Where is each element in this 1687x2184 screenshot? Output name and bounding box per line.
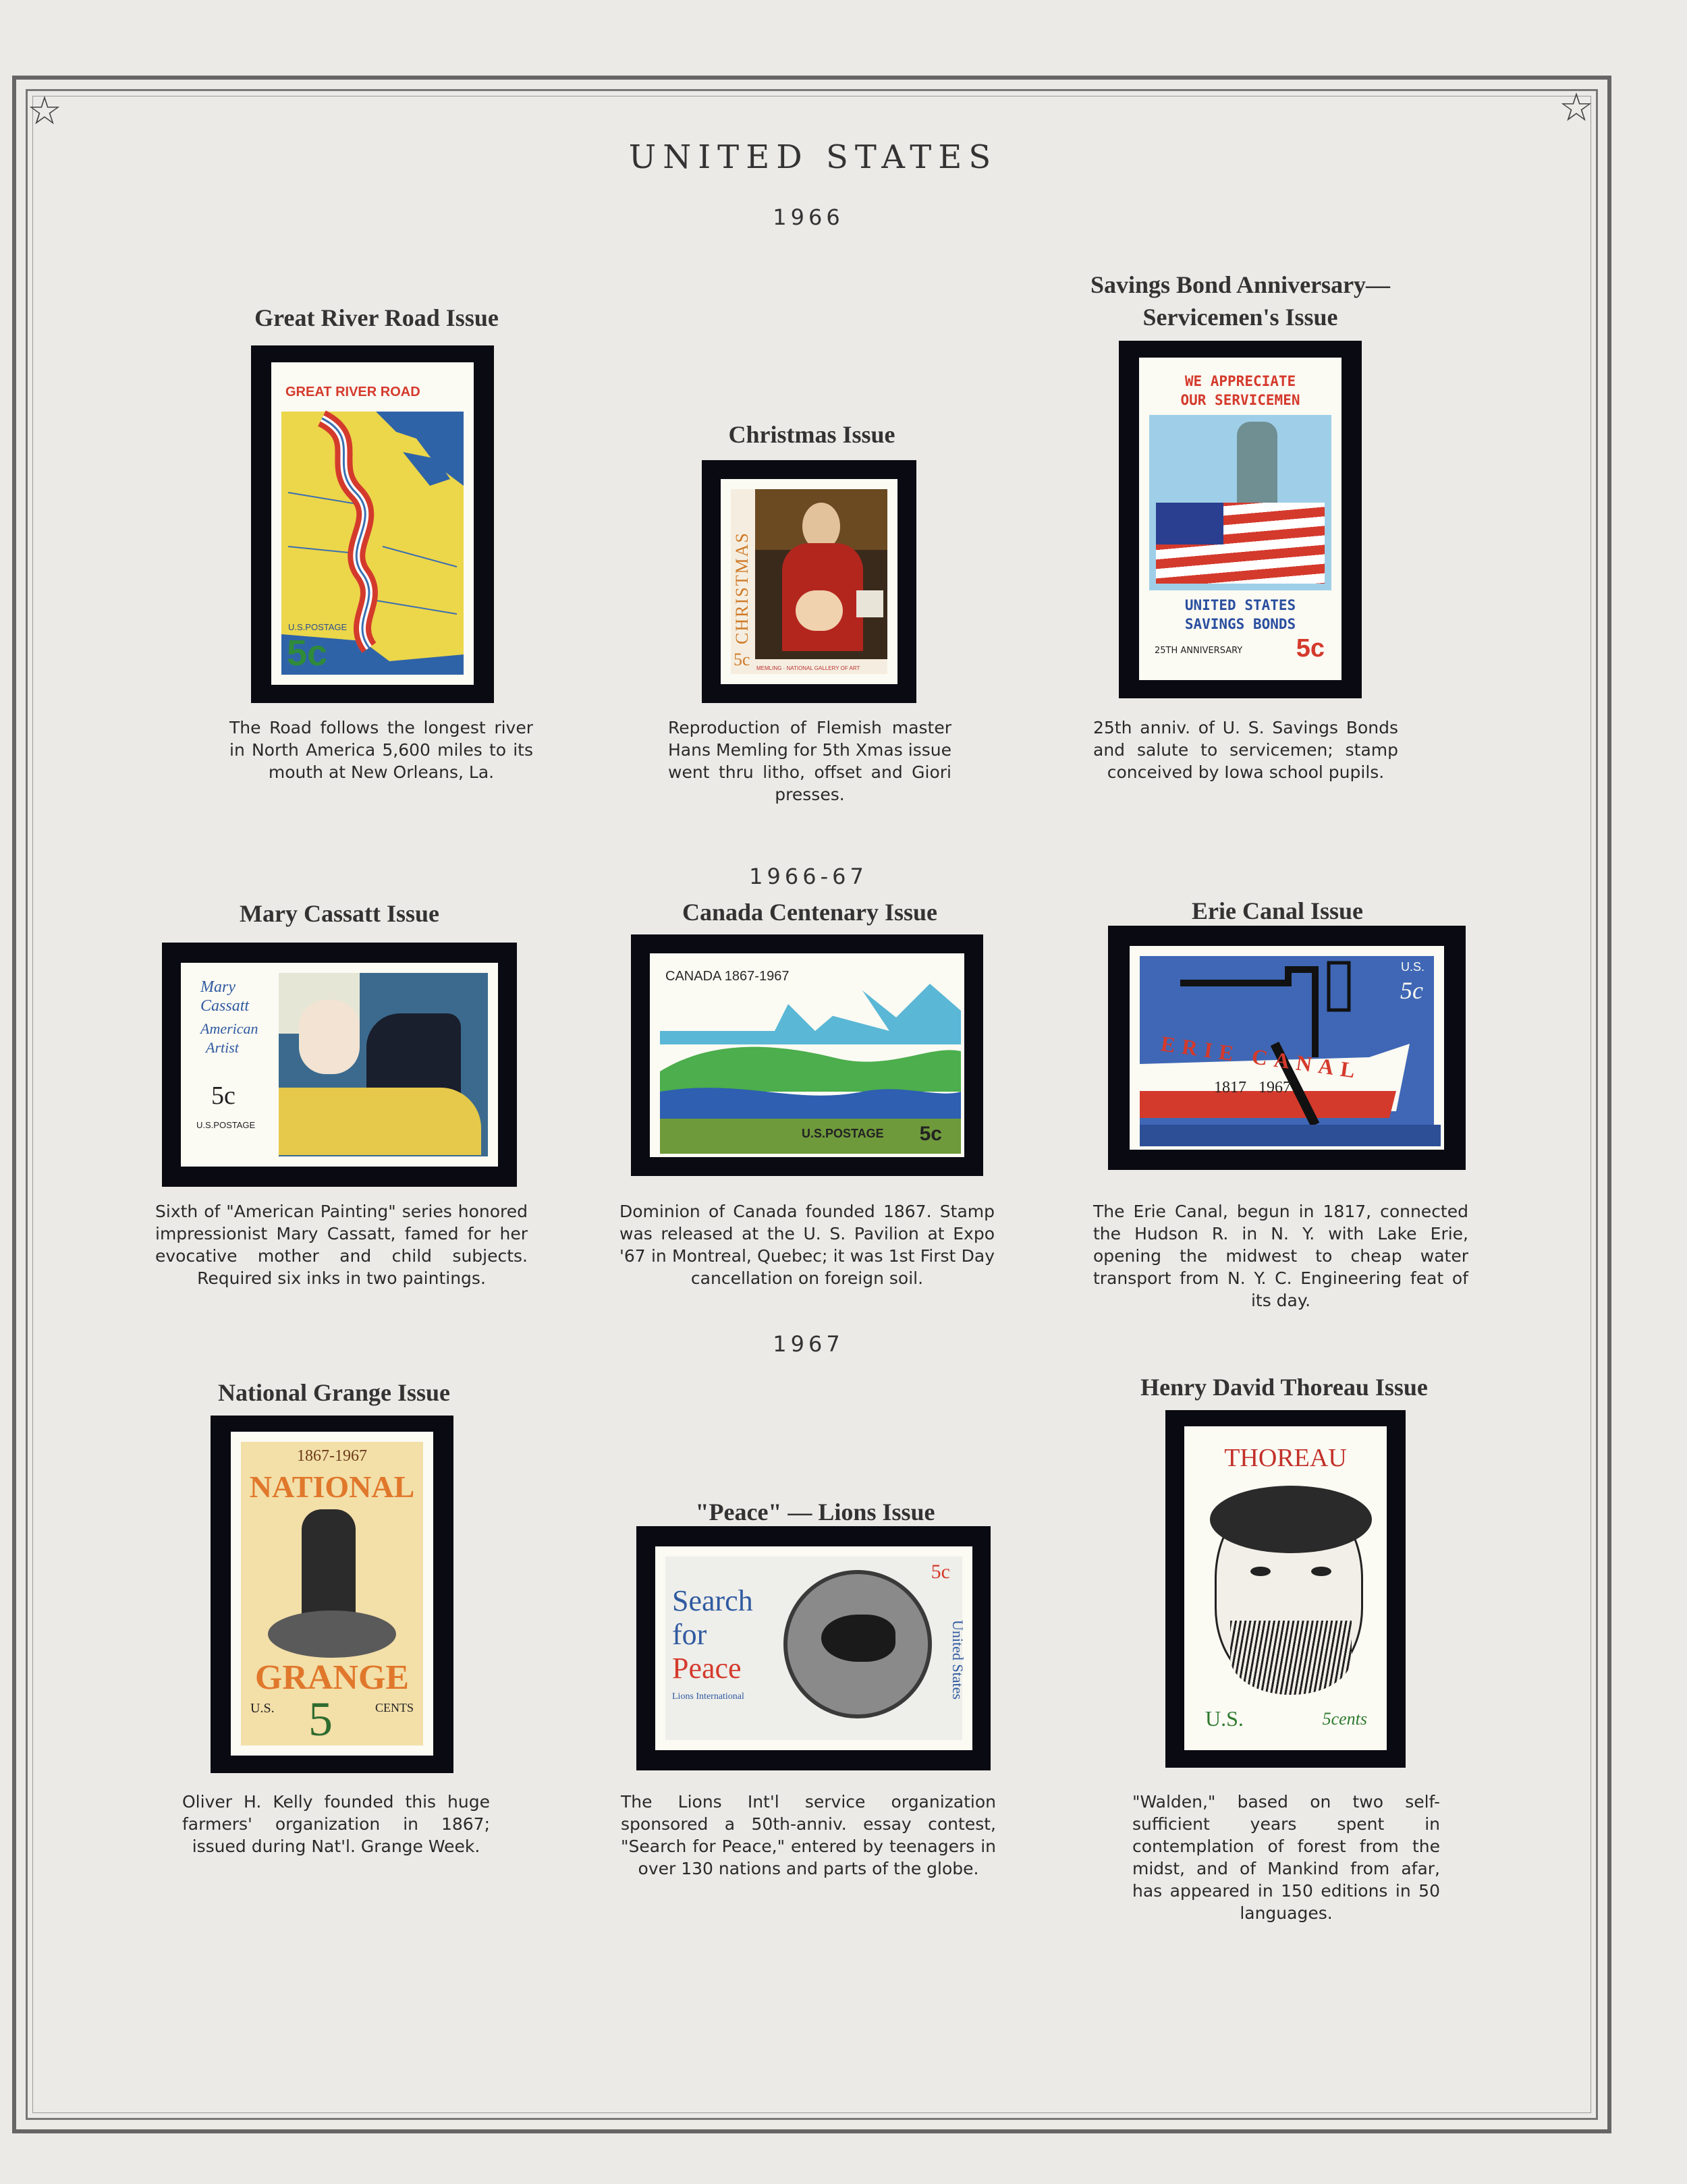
thoreau-portrait	[1215, 1490, 1363, 1686]
cassatt-label-line4: Artist	[206, 1039, 239, 1056]
savings-stamp[interactable]	[1139, 358, 1342, 680]
grange-stamp[interactable]	[231, 1432, 433, 1756]
canada-title: Canada Centenary Issue	[682, 899, 938, 926]
cassatt-title: Mary Cassatt Issue	[240, 900, 439, 927]
erie-name: ERIE CANAL	[1159, 1031, 1364, 1084]
cassatt-description: Sixth of "American Painting" series honored impressionist Mary Cassatt, famed for her evocative mother and child subjects. Required six inks in two paintings.	[155, 1202, 528, 1288]
christmas-stamp-label: CHRISTMAS	[732, 532, 752, 644]
grange-description: Oliver H. Kelly founded this huge farmers' organization in 1867; issued during Nat'l. Grange Week.	[182, 1792, 490, 1856]
erie-mount	[1108, 926, 1466, 1170]
cassatt-label-line1: Mary	[200, 978, 236, 996]
lions-org: Lions International	[672, 1691, 744, 1702]
lions-title: "Peace" — Lions Issue	[695, 1499, 935, 1525]
thoreau-description: "Walden," based on two self-sufficient years spent in contemplation of forest from the midst, and of Mankind from afar, has appeared in 150 editions in 50 languages.	[1132, 1792, 1440, 1923]
page-title: UNITED STATES	[628, 138, 998, 176]
year-heading-1967: 1967	[773, 1331, 844, 1357]
canada-mount	[631, 934, 983, 1176]
great-river-mount	[251, 345, 494, 703]
lions-line-peace: Peace	[672, 1652, 742, 1685]
savings-title-line2: Servicemen's Issue	[1142, 304, 1338, 331]
savings-anniversary: 25TH ANNIVERSARY	[1155, 646, 1243, 656]
year-heading-1966-67: 1966-67	[749, 864, 868, 889]
cassatt-value: 5c	[211, 1082, 236, 1110]
canada-value: 5c	[919, 1123, 942, 1145]
lions-mount	[636, 1526, 991, 1770]
cassatt-label-line2: Cassatt	[200, 997, 250, 1015]
erie-us: U.S.	[1400, 960, 1425, 974]
thoreau-value: 5cents	[1322, 1709, 1367, 1729]
erie-value: 5c	[1400, 977, 1423, 1004]
lions-description: The Lions Int'l service organization sponsored a 50th-anniv. essay contest, "Search for Peace," entered by teenagers in over 130 nations and parts of the globe.	[621, 1792, 996, 1878]
canada-description: Dominion of Canada founded 1867. Stamp was released at the U. S. Pavilion at Expo '67 in Montreal, Quebec; it was 1st First Day cancellation on foreign soil.	[619, 1202, 995, 1288]
great-river-postage: U.S.POSTAGE	[288, 622, 348, 632]
year-heading-1966: 1966	[773, 204, 844, 230]
grange-value: 5	[308, 1692, 333, 1746]
thoreau-stamp[interactable]	[1184, 1426, 1387, 1750]
erie-stamp[interactable]	[1130, 946, 1444, 1150]
savings-title-line1: Savings Bond Anniversary—	[1090, 271, 1391, 298]
savings-bottom-line1: UNITED STATES	[1184, 597, 1296, 613]
christmas-description: Reproduction of Flemish master Hans Memling for 5th Xmas issue went thru litho, offset and Giori presses.	[668, 718, 951, 804]
savings-description: 25th anniv. of U. S. Savings Bonds and salute to servicemen; stamp conceived by Iowa school pupils.	[1093, 718, 1398, 782]
great-river-stamp[interactable]	[271, 362, 474, 685]
great-river-value: 5c	[287, 633, 328, 673]
thoreau-mount	[1165, 1410, 1406, 1768]
madonna-painting	[755, 489, 887, 659]
boating-party-painting	[279, 973, 488, 1156]
grange-word-national: NATIONAL	[249, 1469, 415, 1504]
grange-title: National Grange Issue	[217, 1379, 451, 1406]
cassatt-label-line3: American	[200, 1020, 258, 1037]
grange-cents: CENTS	[375, 1701, 414, 1714]
thoreau-name: THOREAU	[1224, 1444, 1347, 1472]
peace-dove-medallion	[783, 1570, 932, 1718]
christmas-stamp[interactable]	[721, 479, 897, 684]
cassatt-stamp[interactable]	[181, 963, 498, 1167]
grange-years: 1867-1967	[297, 1447, 367, 1465]
christmas-mount	[702, 460, 916, 703]
christmas-credit: MEMLING · NATIONAL GALLERY OF ART	[756, 665, 860, 671]
thoreau-title: Henry David Thoreau Issue	[1140, 1374, 1428, 1401]
cassatt-postage: U.S.POSTAGE	[196, 1120, 256, 1130]
lions-value: 5c	[931, 1561, 950, 1583]
christmas-title: Christmas Issue	[728, 421, 895, 448]
grange-us: U.S.	[250, 1701, 275, 1716]
savings-top-line1: WE APPRECIATE	[1184, 373, 1296, 389]
savings-top-line2: OUR SERVICEMEN	[1180, 392, 1300, 408]
savings-bottom-line2: SAVINGS BONDS	[1184, 616, 1296, 632]
thoreau-us: U.S.	[1205, 1706, 1244, 1731]
canada-stamp[interactable]	[650, 953, 964, 1157]
great-river-stamp-label: GREAT RIVER ROAD	[285, 385, 420, 399]
star-icon-left: ☆	[27, 88, 62, 134]
star-icon-right: ☆	[1559, 84, 1594, 130]
cassatt-mount	[162, 943, 517, 1187]
erie-description: The Erie Canal, begun in 1817, connected the Hudson R. in N. Y. with Lake Erie, opening the midwest to cheap water transport from N. Y. C. Engineering feat of its day.	[1093, 1202, 1468, 1310]
canada-landscape-illustration	[660, 963, 961, 1154]
grange-word-grange: GRANGE	[254, 1658, 410, 1697]
lions-line-search: Search	[672, 1584, 753, 1617]
canada-postage: U.S.POSTAGE	[802, 1127, 884, 1140]
lions-line-for: for	[672, 1618, 707, 1651]
canada-label: CANADA 1867-1967	[665, 969, 790, 984]
lions-country: United States	[949, 1620, 967, 1700]
lions-stamp[interactable]	[655, 1546, 972, 1750]
erie-years: 1817 1967	[1214, 1079, 1291, 1096]
christmas-value: 5c	[734, 650, 750, 669]
american-flag	[1156, 503, 1325, 584]
erie-title: Erie Canal Issue	[1191, 897, 1364, 924]
grange-mount	[211, 1416, 453, 1773]
savings-value: 5c	[1296, 634, 1325, 663]
great-river-title: Great River Road Issue	[254, 304, 499, 331]
savings-mount	[1119, 341, 1362, 698]
great-river-description: The Road follows the longest river in North America 5,600 miles to its mouth at New Orleans, La.	[229, 718, 533, 782]
